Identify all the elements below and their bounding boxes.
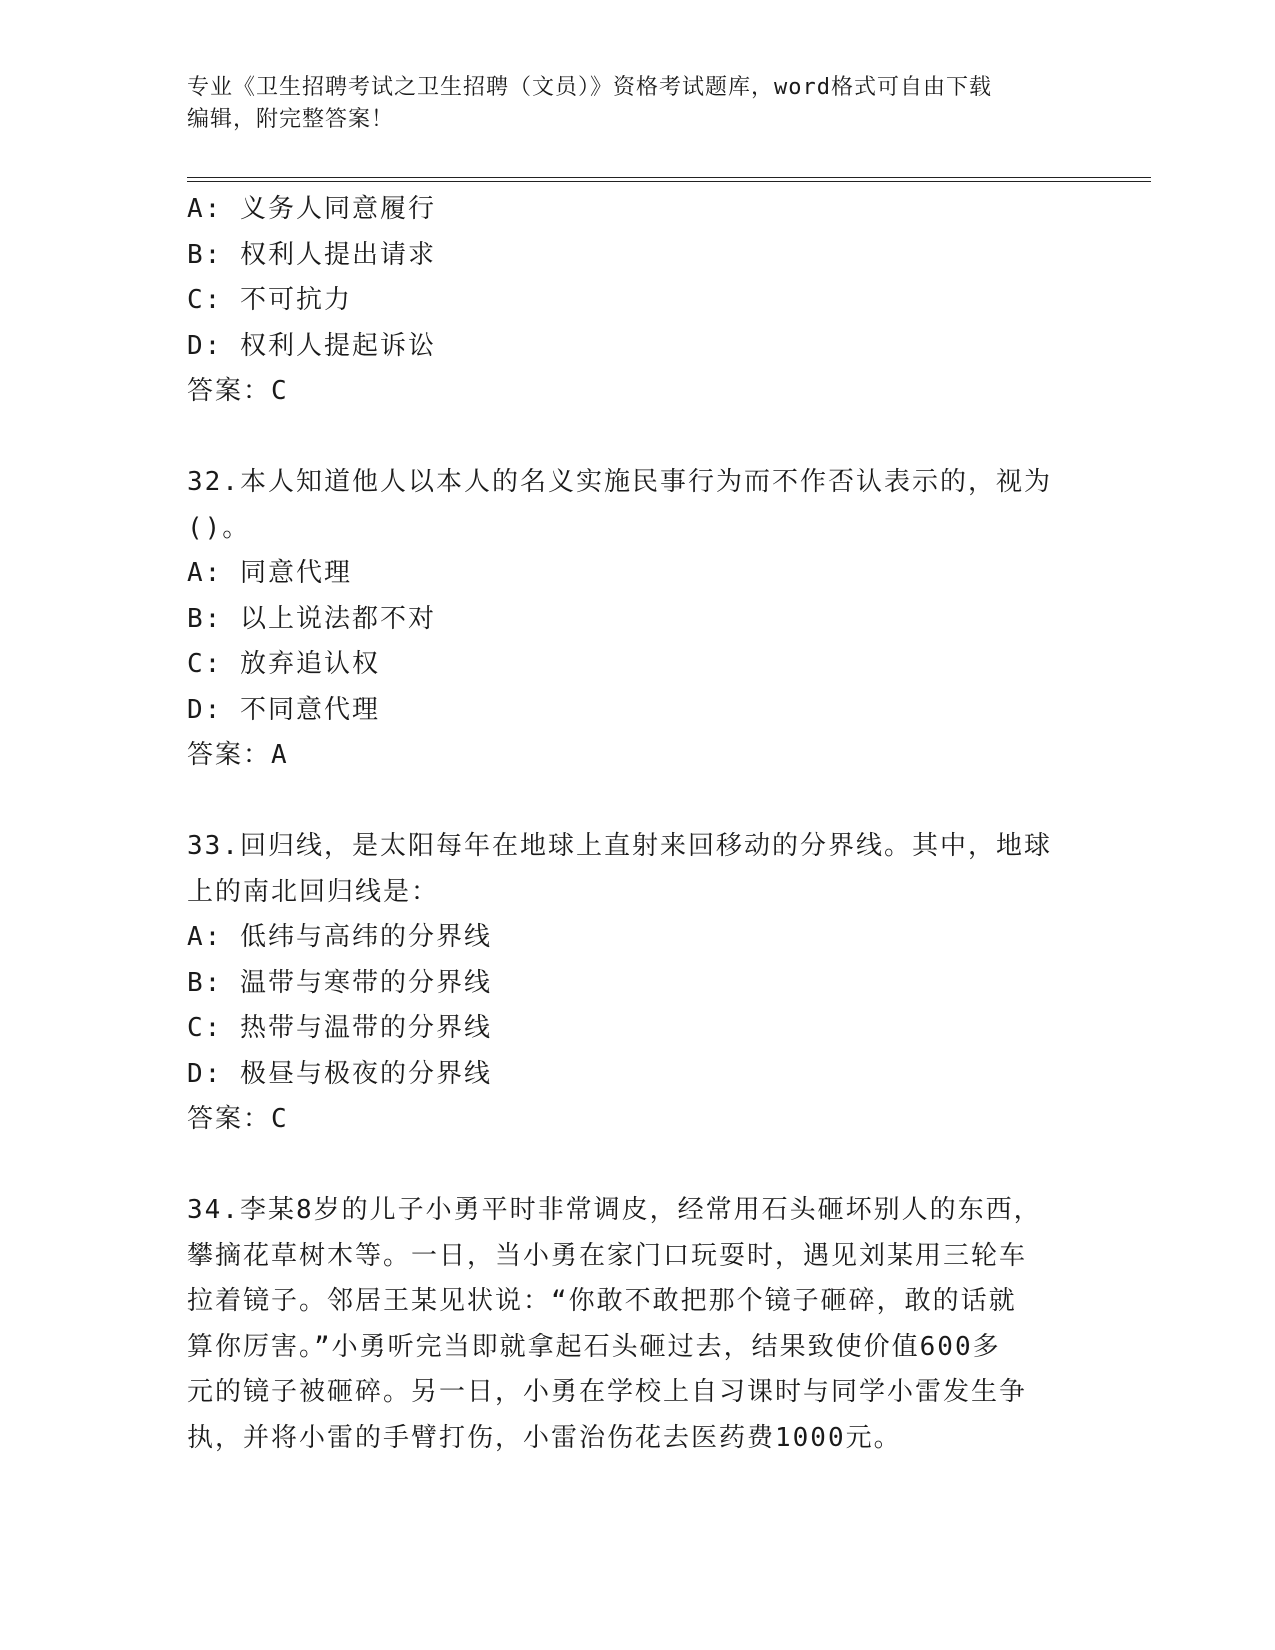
option-a: A: 义务人同意履行 [187,194,436,224]
question-text-line-4: 算你厉害。”小勇听完当即就拿起石头砸过去，结果致使价值600多 [187,1331,1001,1362]
question-text-line-3: 拉着镜子。邻居王某见状说：“你敢不敢把那个镜子砸碎，敢的话就 [187,1286,1017,1316]
option-c: C: 放弃追认权 [187,649,380,679]
header-line-2: 编辑，附完整答案！ [187,107,395,132]
question-text-line-1: 33.回归线，是太阳每年在地球上直射来回移动的分界线。其中，地球 [187,831,1052,861]
option-b: B: 权利人提出请求 [187,239,436,270]
question-text-line-2: ()。 [187,512,251,543]
option-a: A: 同意代理 [187,558,352,588]
header-line-1: 专业《卫生招聘考试之卫生招聘（文员）》资格考试题库，word格式可自由下载 [187,75,992,100]
option-d: D: 极昼与极夜的分界线 [187,1058,492,1089]
answer: 答案：C [187,376,289,406]
option-d: D: 不同意代理 [187,694,380,725]
answer: 答案：C [187,1104,289,1134]
question-text-line-1: 34.李某8岁的儿子小勇平时非常调皮，经常用石头砸坏别人的东西， [187,1195,1042,1225]
question-33 [187,824,1087,1143]
option-d: D: 权利人提起诉讼 [187,330,436,361]
answer: 答案：A [187,740,289,770]
question-32 [187,460,1087,779]
document-header [187,72,1087,136]
question-text-line-5: 元的镜子被砸碎。另一日，小勇在学校上自习课时与同学小雷发生争 [187,1377,1028,1407]
option-b: B: 温带与寒带的分界线 [187,967,492,998]
question-text-line-2: 攀摘花草树木等。一日，当小勇在家门口玩耍时，遇见刘某用三轮车 [187,1240,1028,1271]
question-text-line-6: 执，并将小雷的手臂打伤，小雷治伤花去医药费1000元。 [187,1422,902,1453]
option-b: B: 以上说法都不对 [187,603,436,634]
option-a: A: 低纬与高纬的分界线 [187,922,492,952]
option-c: C: 热带与温带的分界线 [187,1013,492,1043]
header-divider [187,177,1151,182]
spacer [187,415,1087,461]
question-text-line-1: 32.本人知道他人以本人的名义实施民事行为而不作否认表示的，视为 [187,467,1052,497]
spacer [187,779,1087,825]
question-content [187,187,1087,1461]
spacer [187,1143,1087,1189]
question-text-line-2: 上的南北回归线是： [187,876,440,907]
question-31-partial [187,187,1087,415]
question-34 [187,1188,1087,1461]
option-c: C: 不可抗力 [187,285,352,315]
